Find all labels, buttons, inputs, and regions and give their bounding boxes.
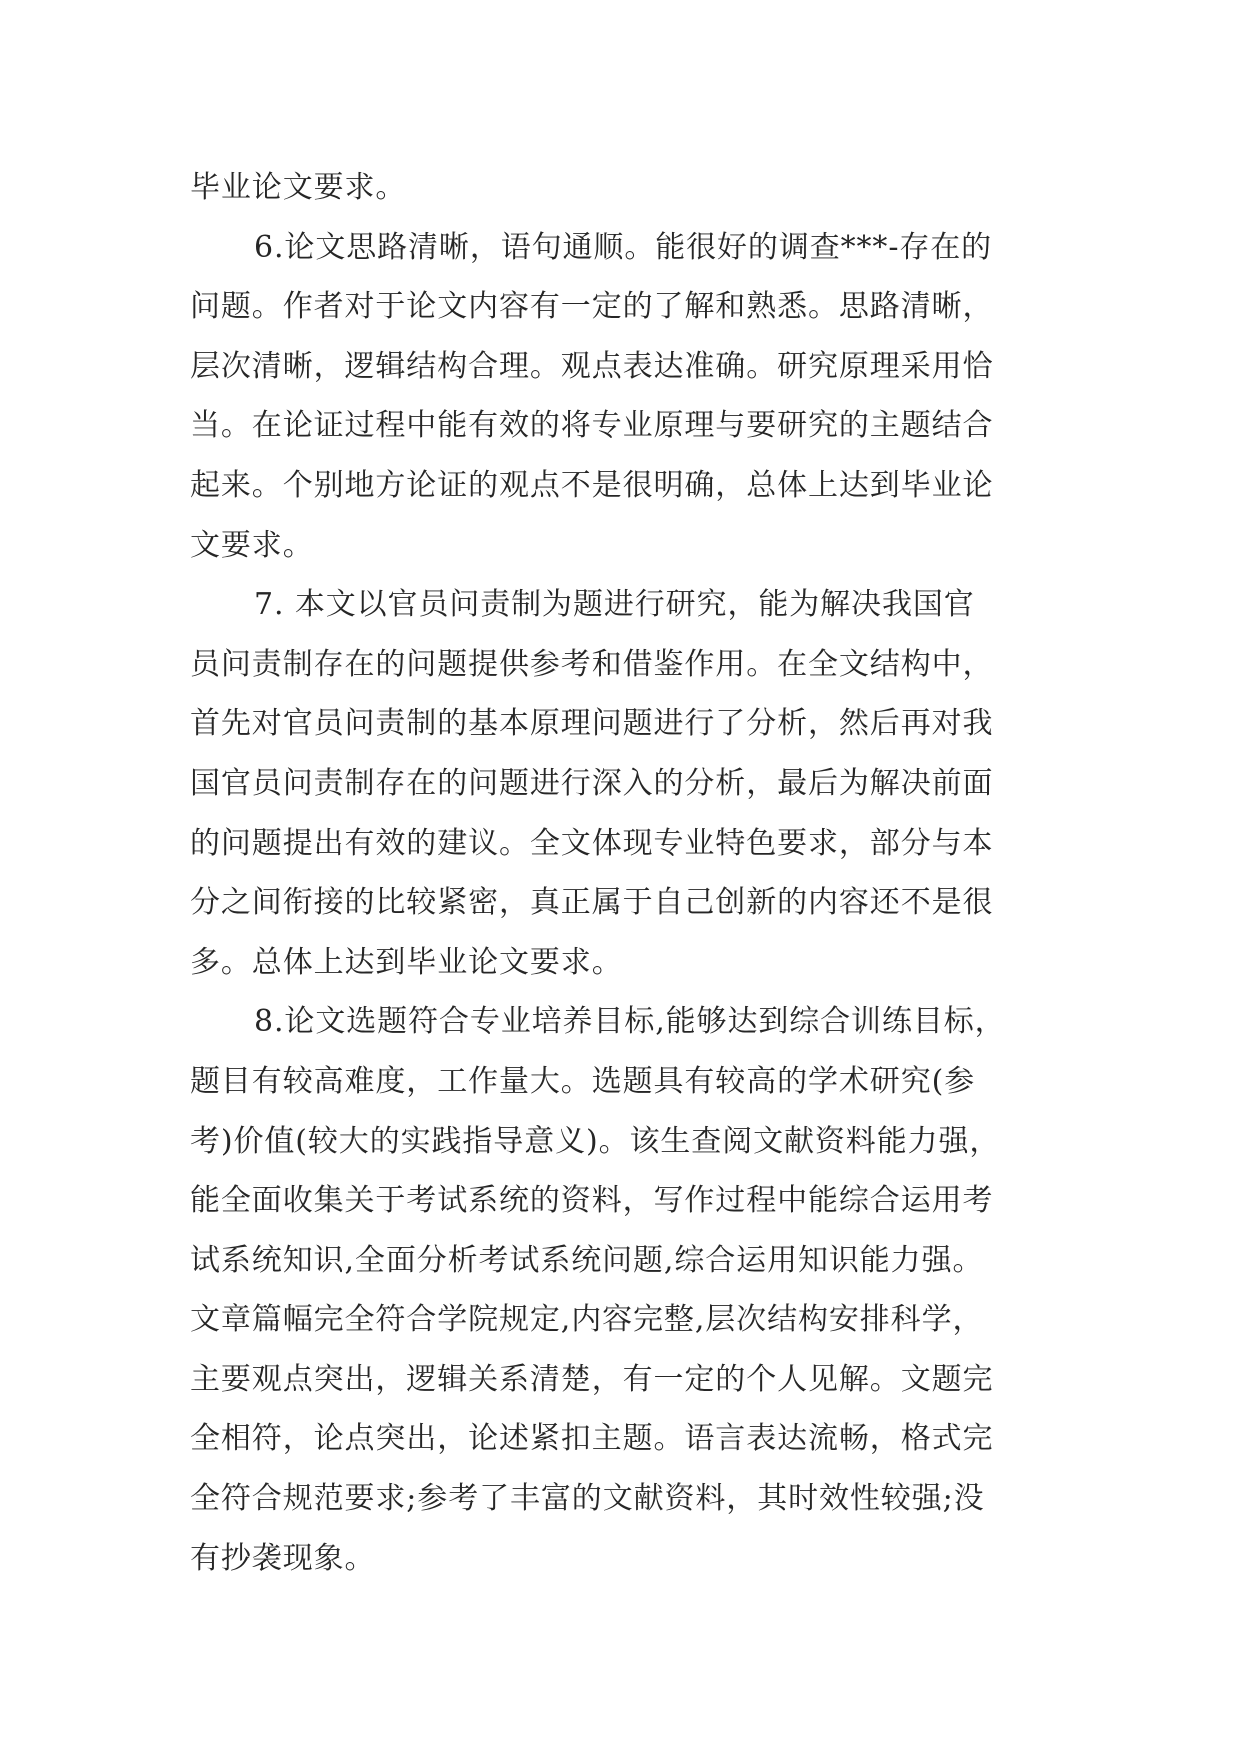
paragraph-7-line: 的问题提出有效的建议。全文体现专业特色要求，部分与本 — [190, 825, 994, 861]
paragraph-8-line: 试系统知识,全面分析考试系统问题,综合运用知识能力强。 — [190, 1242, 984, 1278]
paragraph-6-line: 当。在论证过程中能有效的将专业原理与要研究的主题结合 — [190, 408, 994, 444]
paragraph-7-line: 7. 本文以官员问责制为题进行研究，能为解决我国官 — [254, 587, 975, 623]
paragraph-5-tail-line: 毕业论文要求。 — [190, 170, 407, 205]
paragraph-6-line: 层次清晰，逻辑结构合理。观点表达准确。研究原理采用恰 — [190, 348, 994, 384]
paragraph-8-line: 文章篇幅完全符合学院规定,内容完整,层次结构安排科学， — [190, 1302, 984, 1338]
paragraph-6-line: 起来。个别地方论证的观点不是很明确，总体上达到毕业论 — [190, 467, 994, 503]
paragraph-7-line: 分之间衔接的比较紧密，真正属于自己创新的内容还不是很 — [190, 885, 994, 921]
paragraph-8-line: 8.论文选题符合专业培养目标,能够达到综合训练目标， — [254, 1004, 1006, 1040]
paragraph-6-line: 6.论文思路清晰，语句通顺。能很好的调查***-存在的 — [254, 229, 993, 265]
paragraph-7-line: 多。总体上达到毕业论文要求。 — [190, 944, 623, 980]
paragraph-8-line: 能全面收集关于考试系统的资料，写作过程中能综合运用考 — [190, 1183, 994, 1219]
body-text — [190, 158, 1066, 1588]
paragraph-6-line: 文要求。 — [190, 527, 314, 563]
paragraph-7-line: 员问责制存在的问题提供参考和借鉴作用。在全文结构中， — [190, 646, 994, 682]
paragraph-8-line: 考)价值(较大的实践指导意义)。该生查阅文献资料能力强， — [190, 1123, 1001, 1159]
paragraph-8-line: 全符合规范要求;参考了丰富的文献资料，其时效性较强;没 — [190, 1481, 985, 1517]
paragraph-8-line: 题目有较高难度，工作量大。选题具有较高的学术研究(参 — [190, 1063, 976, 1099]
paragraph-8-line: 主要观点突出，逻辑关系清楚，有一定的个人见解。文题完 — [190, 1361, 994, 1397]
paragraph-7-line: 首先对官员问责制的基本原理问题进行了分析，然后再对我 — [190, 706, 994, 742]
paragraph-8-line: 有抄袭现象。 — [190, 1540, 376, 1576]
paragraph-8-line: 全相符，论点突出，论述紧扣主题。语言表达流畅，格式完 — [190, 1421, 994, 1457]
paragraph-7-line: 国官员问责制存在的问题进行深入的分析，最后为解决前面 — [190, 765, 994, 801]
paragraph-6-line: 问题。作者对于论文内容有一定的了解和熟悉。思路清晰， — [190, 289, 994, 325]
